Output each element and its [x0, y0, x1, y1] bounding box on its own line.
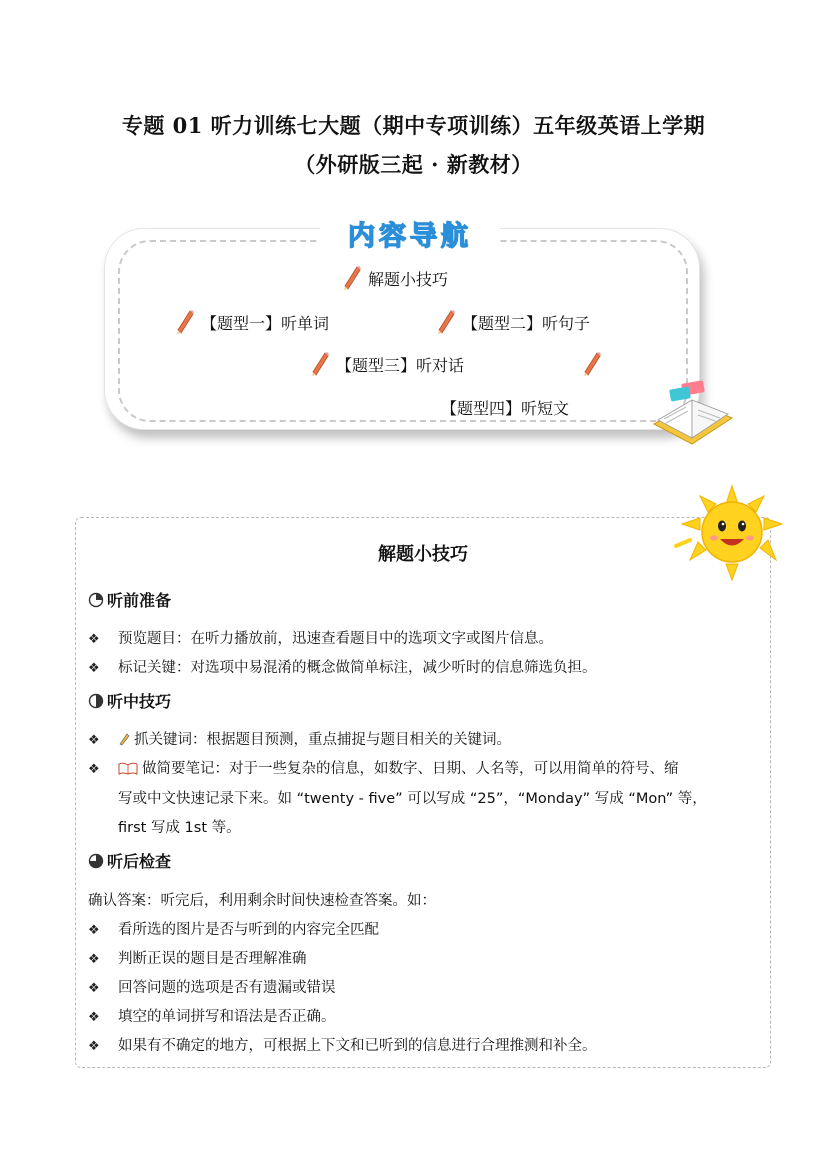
list-item	[88, 627, 553, 648]
list-item-text: 回答问题的选项是否有遗漏或错误	[118, 980, 336, 996]
nav-item-type3[interactable]	[310, 352, 464, 376]
list-item	[88, 976, 336, 997]
list-item-continuation: first 写成 1st 等。	[118, 820, 241, 836]
half-circle-icon	[88, 693, 104, 709]
nav-item-type1[interactable]	[175, 310, 329, 334]
section-heading-text: 听后检查	[107, 852, 172, 871]
tips-title: 解题小技巧	[378, 544, 468, 565]
list-item	[88, 656, 597, 677]
bullet-icon: ❖	[88, 1039, 100, 1054]
list-item-text: 抓关键词：根据题目预测，重点捕捉与题目相关的关键词。	[134, 732, 511, 748]
nav-item-type4[interactable]	[441, 396, 569, 419]
section-heading-during-listening	[88, 689, 171, 712]
bullet-icon: ❖	[88, 1010, 100, 1025]
after-intro-text: 确认答案：听完后，利用剩余时间快速检查答案。如：	[88, 893, 436, 909]
pencil-icon	[175, 310, 195, 334]
nav-item-type1-label: 【题型一】听单词	[201, 313, 330, 333]
nav-item-type3-label: 【题型三】听对话	[336, 355, 465, 375]
list-item-text: 填空的单词拼写和语法是否正确。	[118, 1009, 336, 1025]
section-heading-before-listening	[88, 588, 171, 611]
quarter-circle-icon	[88, 592, 104, 608]
bullet-icon: ❖	[88, 733, 100, 748]
nav-item-type2-label: 【题型二】听句子	[462, 313, 591, 333]
list-item-text: 预览题目：在听力播放前，迅速查看题目中的选项文字或图片信息。	[118, 631, 553, 647]
bullet-icon: ❖	[88, 661, 100, 676]
bullet-icon: ❖	[88, 632, 100, 647]
content-nav-header	[320, 218, 500, 256]
document-title-line1: 专题 01 听力训练七大题（期中专项训练）五年级英语上学期	[121, 113, 706, 138]
list-item-text: 如果有不确定的地方，可根据上下文和已听到的信息进行合理推测和补全。	[118, 1038, 597, 1054]
list-item	[88, 1034, 597, 1055]
pencil-icon	[342, 266, 362, 290]
list-item	[88, 918, 379, 939]
sun-mascot-icon	[672, 484, 792, 584]
open-book-icon	[650, 372, 734, 448]
nav-item-type4-label: 【题型四】听短文	[441, 399, 570, 418]
pen-icon	[118, 732, 130, 746]
bullet-icon: ❖	[88, 762, 100, 777]
bullet-icon: ❖	[88, 981, 100, 996]
book-icon	[118, 762, 138, 775]
list-item-text: 标记关键：对选项中易混淆的概念做简单标注，减少听时的信息筛选负担。	[118, 660, 597, 676]
list-item	[88, 757, 679, 778]
bullet-icon: ❖	[88, 923, 100, 938]
list-item	[88, 1005, 336, 1026]
nav-item-tips[interactable]	[342, 266, 448, 290]
section-heading-after-listening	[88, 849, 171, 872]
list-item-text: 判断正误的题目是否理解准确	[118, 951, 307, 967]
pencil-icon	[436, 310, 456, 334]
list-item	[88, 947, 307, 968]
document-title-line2: （外研版三起 · 新教材）	[294, 152, 533, 177]
nav-item-tips-label: 解题小技巧	[368, 269, 449, 289]
list-item-text: 做简要笔记：对于一些复杂的信息，如数字、日期、人名等，可以用简单的符号、缩	[142, 761, 679, 777]
pencil-icon	[310, 352, 330, 376]
bullet-icon: ❖	[88, 952, 100, 967]
list-item	[88, 728, 511, 749]
list-item-continuation: 写或中文快速记录下来。如 “twenty - five” 可以写成 “25”，“Monday” 写成 “Mon” 等，	[118, 791, 707, 807]
three-quarter-circle-icon	[88, 853, 104, 869]
pencil-icon	[582, 352, 602, 376]
nav-item-type2[interactable]	[436, 310, 590, 334]
list-item-text: 看所选的图片是否与听到的内容完全匹配	[118, 922, 379, 938]
section-heading-text: 听中技巧	[107, 692, 172, 711]
section-heading-text: 听前准备	[107, 591, 172, 610]
content-nav-header-text: 内容导航	[348, 221, 472, 252]
